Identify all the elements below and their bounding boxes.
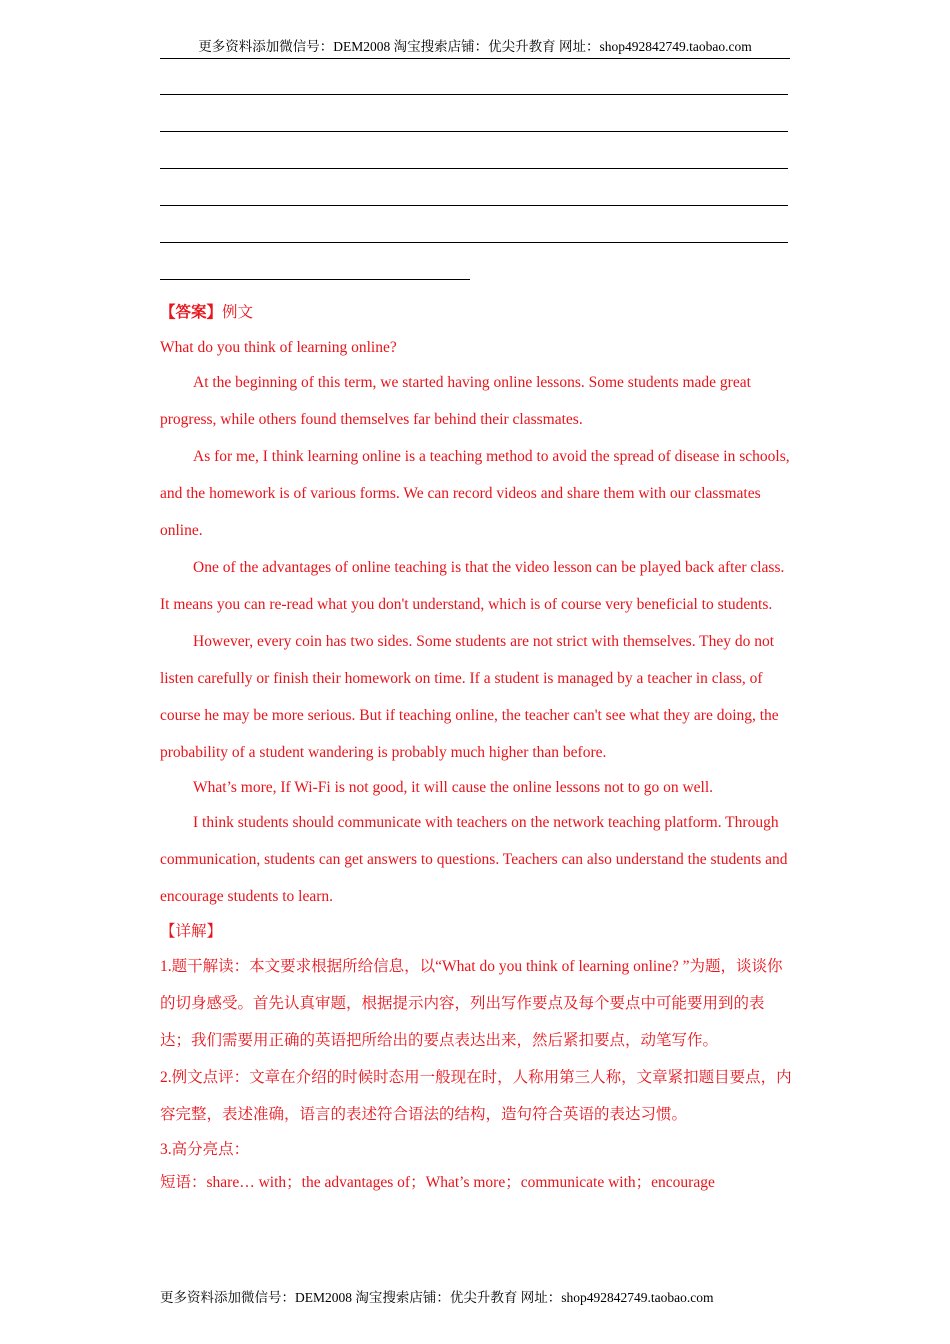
essay-paragraph: I think students should communicate with teachers on the network teaching platform. Through communication, students can get answers to questions. Teachers can also understand the students and encourage students to learn. xyxy=(160,814,788,905)
explanation-label: 【详解】 xyxy=(160,923,223,940)
page-footer: 更多资料添加微信号：DEM2008 淘宝搜索店铺：优尖升教育 网址：shop492842749.taobao.com xyxy=(160,1290,714,1305)
answer-blank-line-4 xyxy=(160,205,788,206)
explanation-item: 1.题干解读：本文要求根据所给信息，以“What do you think of learning online? ”为题，谈谈你的切身感受。首先认真审题，根据提示内容，列出写作要点及每个要点中可能要用到的表达；我们需要用正确的英语把所给出的要点表达出来，然后紧扣要点，动笔写作。 xyxy=(160,958,783,1049)
essay-paragraph: One of the advantages of online teaching is that the video lesson can be played back after class. It means you can re-read what you don't understand, which is of course very beneficial to students. xyxy=(160,559,785,613)
essay-paragraph: At the beginning of this term, we started having online lessons. Some students made great progress, while others found themselves far behind their classmates. xyxy=(160,374,751,428)
essay-paragraph: However, every coin has two sides. Some students are not strict with themselves. They do not listen carefully or finish their homework on time. If a student is managed by a teacher in class, of course he may be more serious. But if teaching online, the teacher can't see what they are doing, the probability of a student wandering is probably much higher than before. xyxy=(160,633,779,761)
answer-content xyxy=(160,294,792,1199)
answer-label: 【答案】 xyxy=(160,304,223,321)
answer-blank-line-6 xyxy=(160,279,470,280)
essay-paragraph: What’s more, If Wi-Fi is not good, it will cause the online lessons not to go on well. xyxy=(193,779,713,796)
essay-title: What do you think of learning online? xyxy=(160,339,397,356)
answer-blank-line-5 xyxy=(160,242,788,243)
answer-blank-line-2 xyxy=(160,131,788,132)
answer-blank-line-1 xyxy=(160,94,788,95)
page-header: 更多资料添加微信号：DEM2008 淘宝搜索店铺：优尖升教育 网址：shop492842749.taobao.com xyxy=(160,38,790,59)
explanation-item: 3.高分亮点： xyxy=(160,1141,250,1158)
essay-paragraph: As for me, I think learning online is a teaching method to avoid the spread of disease in schools, and the homework is of various forms. We can record videos and share them with our classmates online. xyxy=(160,448,790,539)
explanation-item: 2.例文点评：文章在介绍的时候时态用一般现在时，人称用第三人称，文章紧扣题目要点，内容完整，表述准确，语言的表述符合语法的结构，造句符合英语的表达习惯。 xyxy=(160,1069,792,1123)
answer-label-suffix: 例文 xyxy=(222,304,254,321)
answer-heading xyxy=(160,294,792,331)
answer-blank-line-3 xyxy=(160,168,788,169)
explanation-item: 短语：share… with；the advantages of；What’s more；communicate with；encourage xyxy=(160,1174,715,1191)
